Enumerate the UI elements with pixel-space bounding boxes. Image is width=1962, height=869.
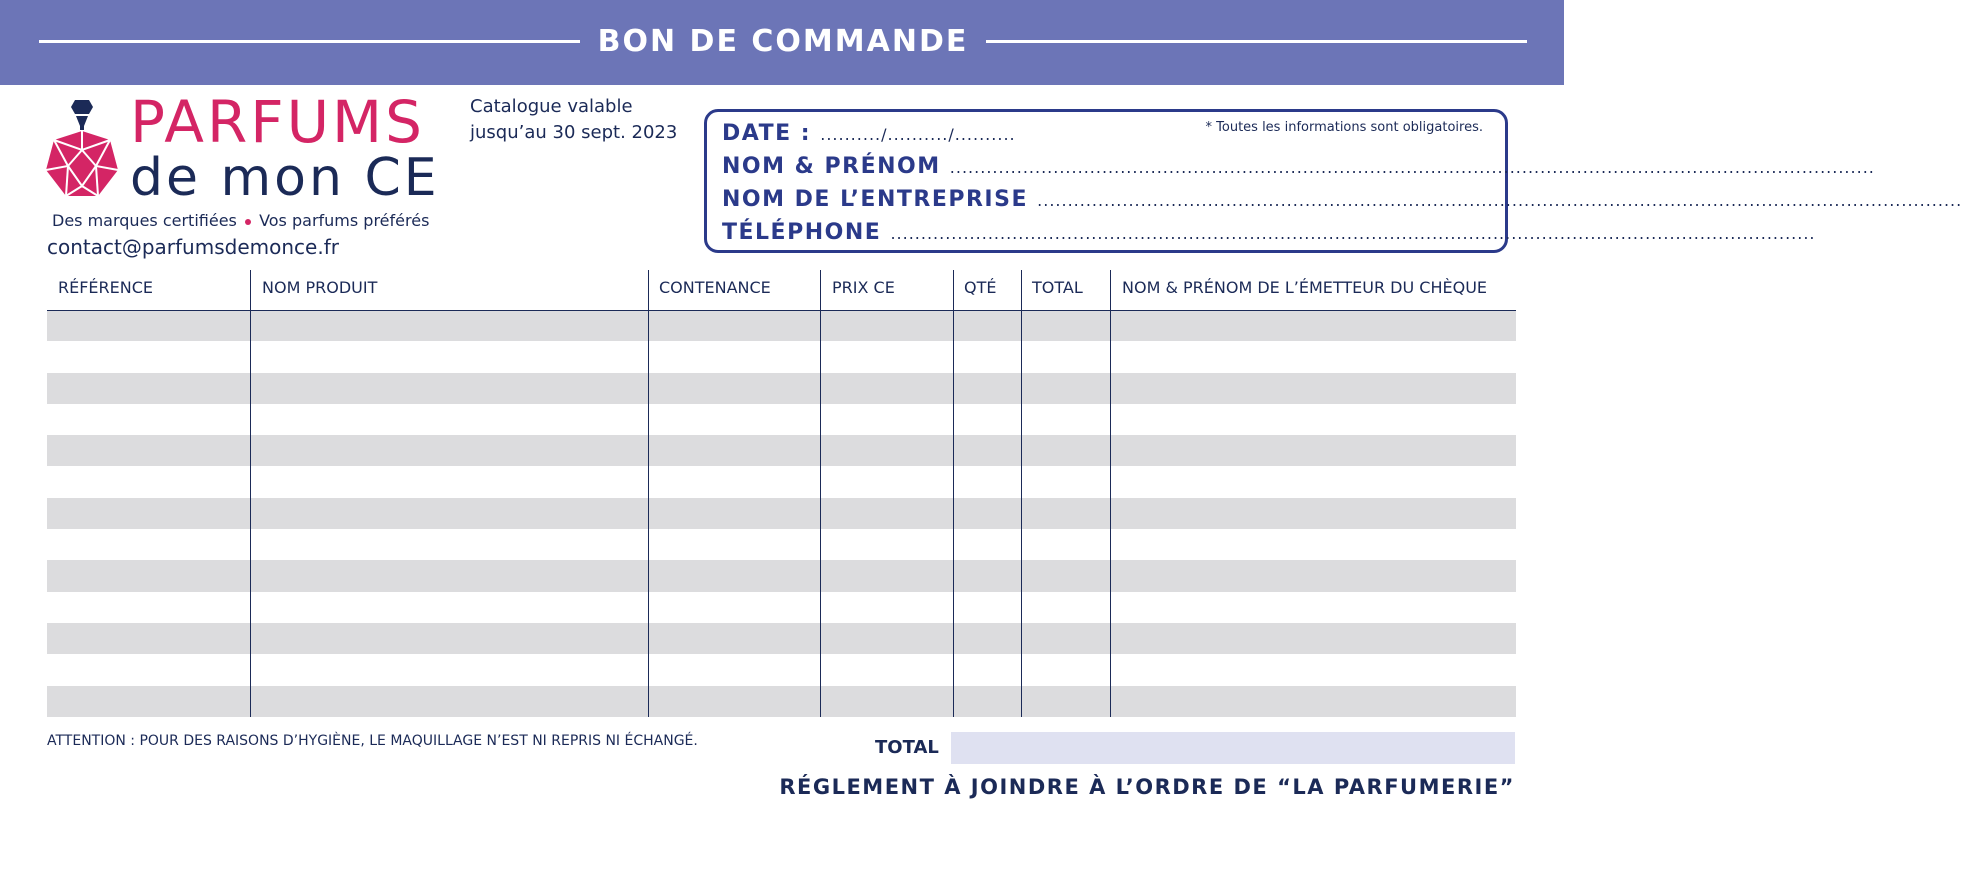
table-row[interactable] — [47, 498, 1516, 529]
table-row[interactable] — [47, 435, 1516, 466]
total-label: TOTAL — [875, 737, 939, 758]
contact-email: contact@parfumsdemonce.fr — [47, 235, 339, 259]
column-header-reference: RÉFÉRENCE — [58, 278, 154, 297]
header-banner — [0, 0, 1564, 85]
phone-dots: ........................................................................................................................................................ — [890, 224, 1816, 243]
phone-field[interactable] — [722, 218, 1816, 249]
name-dots: ........................................................................................................................................................ — [949, 158, 1875, 177]
brand-tagline — [52, 210, 429, 232]
catalogue-line-1: Catalogue valable — [470, 96, 633, 117]
column-header-qty: QTÉ — [964, 278, 997, 297]
tagline-left: Des marques certifiées — [52, 211, 237, 230]
table-row[interactable] — [47, 467, 1516, 498]
column-divider — [250, 270, 251, 717]
catalogue-line-2: jusqu’au 30 sept. 2023 — [470, 122, 678, 143]
header-rule-left — [39, 40, 580, 43]
brand-name-bottom: de mon CE — [130, 148, 440, 208]
catalogue-validity — [470, 94, 690, 146]
table-row[interactable] — [47, 560, 1516, 591]
payment-instruction: RÉGLEMENT À JOINDRE À L’ORDRE DE “LA PARFUMERIE” — [779, 775, 1515, 799]
company-dots: ........................................................................................................................................................ — [1037, 191, 1962, 210]
company-label: NOM DE L’ENTREPRISE — [722, 187, 1028, 212]
brand-name-top: PARFUMS — [130, 88, 425, 156]
table-row[interactable] — [47, 373, 1516, 404]
date-dots: ........../........../.......... — [820, 125, 1016, 144]
date-label: DATE : — [722, 121, 812, 146]
page-title: BON DE COMMANDE — [597, 24, 969, 59]
company-field[interactable] — [722, 185, 1962, 216]
column-header-volume: CONTENANCE — [659, 278, 771, 297]
column-header-product: NOM PRODUIT — [262, 278, 378, 297]
column-divider — [1021, 270, 1022, 717]
table-row[interactable] — [47, 592, 1516, 623]
column-header-total: TOTAL — [1032, 278, 1083, 297]
mandatory-note: * Toutes les informations sont obligatoires. — [1205, 120, 1483, 135]
bullet-dot-icon — [245, 219, 251, 225]
column-header-cheque-issuer: NOM & PRÉNOM DE L’ÉMETTEUR DU CHÈQUE — [1122, 278, 1488, 297]
table-row[interactable] — [47, 654, 1516, 685]
table-row[interactable] — [47, 310, 1516, 341]
column-divider — [1110, 270, 1111, 717]
tagline-right: Vos parfums préférés — [259, 211, 430, 230]
column-divider — [648, 270, 649, 717]
name-label: NOM & PRÉNOM — [722, 154, 941, 179]
date-field[interactable] — [722, 119, 1492, 150]
table-row[interactable] — [47, 341, 1516, 372]
hygiene-warning: ATTENTION : POUR DES RAISONS D’HYGIÈNE, LE MAQUILLAGE N’EST NI REPRIS NI ÉCHANGÉ. — [47, 733, 698, 749]
table-row[interactable] — [47, 404, 1516, 435]
total-amount-box[interactable] — [951, 732, 1515, 764]
table-row[interactable] — [47, 529, 1516, 560]
perfume-bottle-icon — [44, 98, 120, 202]
customer-info-box — [704, 109, 1962, 253]
table-row[interactable] — [47, 623, 1516, 654]
column-divider — [953, 270, 954, 717]
column-divider — [820, 270, 821, 717]
header-rule-right — [986, 40, 1527, 43]
table-row[interactable] — [47, 686, 1516, 717]
table-header — [47, 270, 1516, 311]
name-field[interactable] — [722, 152, 1875, 183]
order-table — [47, 270, 1516, 717]
column-header-price: PRIX CE — [832, 278, 895, 297]
phone-label: TÉLÉPHONE — [722, 220, 882, 245]
